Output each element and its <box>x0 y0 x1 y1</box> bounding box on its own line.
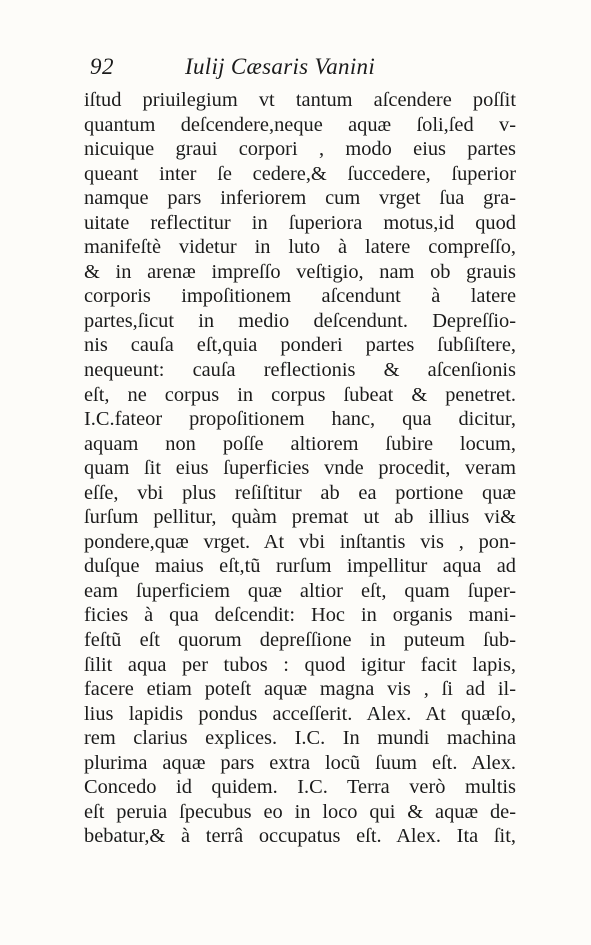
text-line: nequeunt: cauſa reflectionis & aſcenſionis <box>84 359 516 382</box>
text-line: pondere,quæ vrget. At vbi inſtantis vis , pon- <box>84 530 516 553</box>
text-line: nicuique graui corpori , modo eius partes <box>84 138 516 161</box>
text-line: feſtũ eſt quorum depreſſione in puteum ſub- <box>84 629 516 652</box>
text-line: partes,ſicut in medio deſcendunt. Depreſſio- <box>84 309 516 332</box>
text-line: nis cauſa eſt,quia ponderi partes ſubſiſtere, <box>84 334 516 357</box>
text-line: eſſe, vbi plus reſiſtitur ab ea portione quæ <box>84 481 516 504</box>
running-head <box>90 54 510 84</box>
text-line: aquam non poſſe altiorem ſubire locum, <box>84 432 516 455</box>
text-line: namque pars inferiorem cum vrget ſua gra- <box>84 187 516 210</box>
text-line: queant inter ſe cedere,& ſuccedere, ſuperior <box>84 162 516 185</box>
text-line: duſque maius eſt,tũ rurſum impellitur aqua ad <box>84 555 516 578</box>
text-line: I.C.fateor propoſitionem hanc, qua dicitur, <box>84 408 516 431</box>
text-line: Concedo id quidem. I.C. Terra verò multis <box>84 776 516 799</box>
text-line: ſurſum pellitur, quàm premat ut ab illius vi& <box>84 506 516 529</box>
text-line: ficies à qua deſcendit: Hoc in organis mani- <box>84 604 516 627</box>
body-text <box>84 88 516 849</box>
text-line: eam ſuperficiem quæ altior eſt, quam ſuper- <box>84 579 516 602</box>
text-line: iſtud priuilegium vt tantum aſcendere poſſit <box>84 89 516 111</box>
text-line: lius lapidis pondus acceſſerit. Alex. At quæſo, <box>84 702 516 725</box>
text-line: rem clarius explices. I.C. In mundi machina <box>84 727 516 750</box>
text-line: eſt peruia ſpecubus eo in loco qui & aquæ de- <box>84 800 516 823</box>
text-line: quam ſit eius ſuperficies vnde procedit, veram <box>84 457 516 480</box>
text-line: plurima aquæ pars extra locũ ſuum eſt. Alex. <box>84 751 516 774</box>
text-line: & in arenæ impreſſo veſtigio, nam ob grauis <box>84 260 516 283</box>
running-title: Iulij Cæsaris Vanini <box>185 54 376 79</box>
text-line: eſt, ne corpus in corpus ſubeat & penetret. <box>84 383 516 406</box>
text-line: uitate reflectitur in ſuperiora motus,id quod <box>84 211 516 234</box>
text-line: facere etiam poteſt aquæ magna vis , ſi ad il- <box>84 678 516 701</box>
text-line: ſilit aqua per tubos : quod igitur facit lapis, <box>84 653 516 676</box>
text-line: manifeſtè videtur in luto à latere compreſſo, <box>84 236 516 259</box>
page-number: 92 <box>90 54 114 79</box>
text-line: bebatur,& à terrâ occupatus eſt. Alex. Ita ſit, <box>84 825 516 848</box>
text-line: corporis impoſitionem aſcendunt à latere <box>84 285 516 308</box>
text-line: quantum deſcendere,neque aquæ ſoli,ſed v- <box>84 113 516 136</box>
